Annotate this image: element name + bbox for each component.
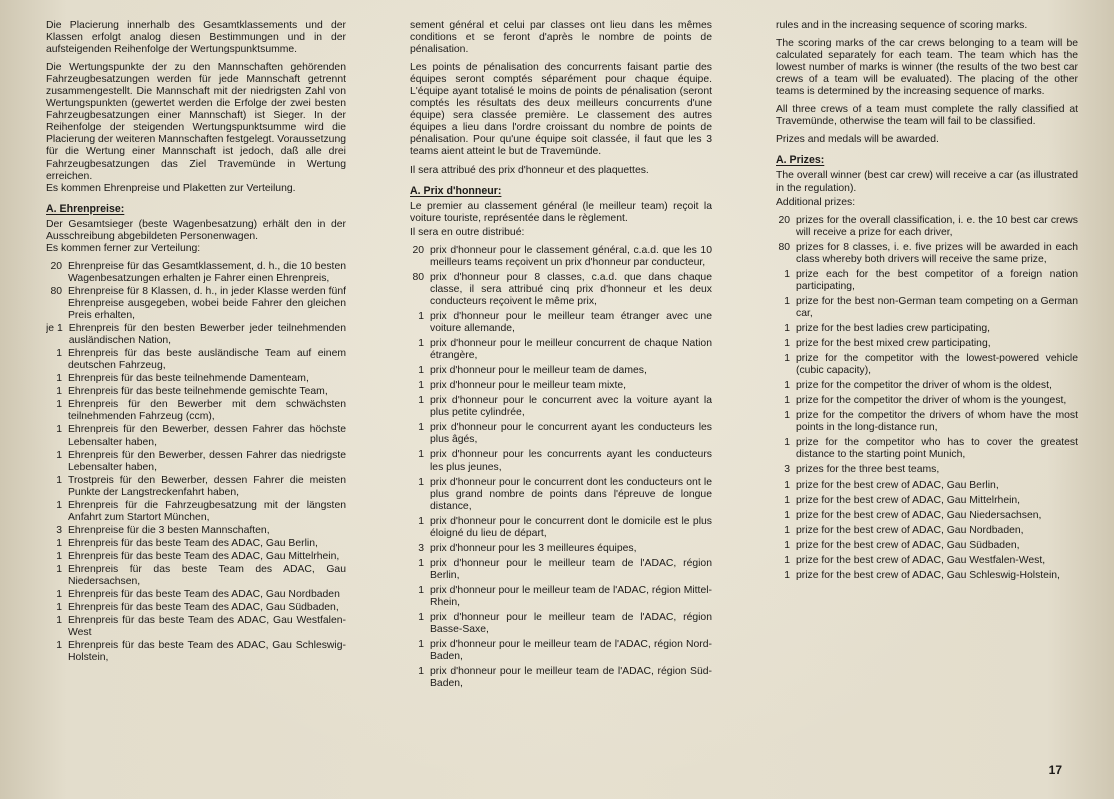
item-count: 3 (418, 542, 424, 554)
section-heading: A. Prix d'honneur: (410, 184, 502, 197)
item-count: 1 (784, 509, 790, 521)
list-item (46, 538, 346, 550)
item-text: Ehrenpreis für das beste ausländische Team auf einem deutschen Fahrzeug, (68, 348, 346, 372)
item-text: prix d'honneur pour le meilleur team de l'ADAC, région Berlin, (430, 557, 712, 581)
item-text: prize for the best crew of ADAC, Gau Berlin, (796, 479, 999, 491)
item-text: prix d'honneur pour les 3 meilleures équipes, (430, 542, 637, 554)
list-item (46, 399, 346, 423)
item-text: prix d'honneur pour le meilleur team de l'ADAC, région Mittel-Rhein, (430, 584, 712, 608)
list-item (776, 464, 1078, 476)
item-count: 20 (778, 214, 790, 226)
item-text: prize for the best ladies crew participating, (796, 322, 991, 334)
item-text: prize each for the best competitor of a foreign nation participating, (796, 268, 1078, 292)
list-item (46, 564, 346, 588)
list-item (46, 475, 346, 499)
column-english (776, 20, 1078, 759)
item-text: prizes for the three best teams, (796, 464, 940, 476)
item-text: Ehrenpreis für den Bewerber, dessen Fahrer das höchste Lebensalter haben, (68, 424, 346, 448)
list-item (410, 639, 712, 663)
list-item (776, 540, 1078, 552)
list-item (46, 386, 346, 398)
list-item (46, 589, 346, 601)
list-item (776, 242, 1078, 266)
list-item (776, 380, 1078, 392)
list-item (410, 272, 712, 308)
item-text: Ehrenpreise für 8 Klassen, d. h., in jeder Klasse werden fünf Ehrenpreise ausgegeben, wobei beide Fahrer den gleichen Preis erhalten, (68, 285, 346, 322)
item-count: 1 (56, 615, 62, 627)
item-text: Ehrenpreis für den Bewerber mit dem schwächsten teilnehmenden Fahrzeug (ccm), (68, 399, 346, 423)
list-item (776, 215, 1078, 239)
item-count: 3 (784, 464, 790, 476)
item-count: 1 (784, 479, 790, 491)
item-text: prize for the best crew of ADAC, Gau Westfalen-West, (796, 554, 1046, 566)
item-text: prizes for the overall classification, i. e. the 10 best car crews will receive a prize for each driver, (796, 214, 1078, 238)
item-count: 1 (56, 640, 62, 652)
item-count: 1 (56, 348, 62, 360)
list-item (410, 585, 712, 609)
list-item (410, 338, 712, 362)
list-item (776, 525, 1078, 537)
list-item (410, 612, 712, 636)
item-count: 1 (784, 539, 790, 551)
list-item (410, 311, 712, 335)
paragraph: The scoring marks of the car crews belonging to a team will be calculated separately for each team. The team which has the lowest number of marks is winner (the results of the two best car crews of a team will be evaluated). The placing of the other teams is determined by the increasing sequence of marks. (776, 38, 1078, 98)
paragraph: Die Wertungspunkte der zu den Mannschaften gehörenden Fahrzeugbesatzungen werden für jede Mannschaft getrennt zusammengestellt. Die Mannschaft mit der niedrigsten Zahl von Wertungspunkten (gewertet werden die Erfolge der zwei besten Fahrzeugbesatzungen einer Mannschaft) ist Sieger. In der Reihenfolge der steigenden Wertungspunktsumme wird die Placierung der weiteren Mannschaften festgelegt. Voraussetzung für die Wertung einer Mannschaft ist jedoch, daß alle drei Fahrzeugbesatzungen das Ziel Travemünde in Wertung erreichen. (46, 62, 346, 182)
paragraph: The overall winner (best car crew) will receive a car (as illustrated in the regulation). (776, 170, 1078, 194)
list-item (776, 510, 1078, 522)
item-count: 1 (56, 589, 62, 601)
item-count: 1 (784, 494, 790, 506)
list-item (776, 269, 1078, 293)
item-count: 1 (56, 399, 62, 411)
item-text: prize for the best crew of ADAC, Gau Schleswig-Holstein, (796, 569, 1060, 581)
item-count: 80 (50, 285, 62, 297)
item-count: 1 (56, 474, 62, 486)
item-text: prix d'honneur pour le meilleur team de l'ADAC, région Nord-Baden, (430, 639, 712, 663)
list-item (46, 348, 346, 372)
paragraph: rules and in the increasing sequence of scoring marks. (776, 20, 1028, 31)
list-item (776, 495, 1078, 507)
item-count: 1 (418, 365, 424, 377)
item-text: Ehrenpreis für das beste Team des ADAC, Gau Niedersachsen, (68, 563, 346, 588)
list-item (46, 323, 346, 347)
item-text: Ehrenpreis für das beste Team des ADAC, Gau Mittelrhein, (68, 550, 340, 562)
item-count: 1 (418, 422, 424, 434)
item-count: 1 (784, 380, 790, 392)
paragraph: Il sera attribué des prix d'honneur et des plaquettes. (410, 164, 649, 176)
item-text: prix d'honneur pour le concurrent ayant les conducteurs les plus âgés, (430, 422, 712, 446)
list-item (410, 422, 712, 446)
list-item (776, 338, 1078, 350)
list-item (46, 640, 346, 664)
item-text: prix d'honneur pour le meilleur concurrent de chaque Nation étrangère, (430, 338, 712, 362)
list-item (410, 666, 712, 690)
page-number: 17 (1048, 763, 1062, 777)
item-count: 1 (784, 437, 790, 449)
item-count: 1 (784, 338, 790, 350)
list-item (410, 380, 712, 392)
item-text: prize for the best crew of ADAC, Gau Mittelrhein, (796, 494, 1021, 506)
item-count: 1 (56, 386, 62, 398)
item-text: prix d'honneur pour le concurrent avec la voiture ayant la plus petite cylindrée, (430, 395, 712, 419)
item-text: prix d'honneur pour le meilleur team étranger avec une voiture allemande, (430, 310, 712, 335)
list-item (776, 555, 1078, 567)
item-count: 1 (418, 449, 424, 461)
item-count: 1 (784, 322, 790, 334)
list-item (46, 602, 346, 614)
column-french (410, 20, 712, 759)
item-count: 1 (418, 639, 424, 651)
paragraph: All three crews of a team must complete the rally classified at Travemünde, otherwise the team will fail to be classified. (776, 104, 1078, 128)
item-count: 1 (418, 515, 424, 527)
list-item (410, 558, 712, 582)
list-item (410, 477, 712, 513)
item-text: prize for the competitor the driver of whom is the youngest, (796, 395, 1067, 407)
section-heading: A. Prizes: (776, 154, 825, 167)
item-count: 1 (784, 268, 790, 280)
item-count: 1 (784, 524, 790, 536)
item-text: prize for the best crew of ADAC, Gau Niedersachsen, (796, 509, 1042, 521)
item-text: prize for the best mixed crew participating, (796, 338, 991, 350)
item-count: 1 (418, 557, 424, 569)
paragraph: Le premier au classement général (le meilleur team) reçoit la voiture touriste, représentée dans le règlement. (410, 200, 712, 224)
list-item (776, 570, 1078, 582)
item-text: prize for the best non-German team competing on a German car, (796, 295, 1078, 319)
item-count: 1 (56, 499, 62, 511)
item-text: prize for the competitor the drivers of whom have the most points in the long-distance run, (796, 410, 1078, 434)
list-item (46, 286, 346, 322)
item-text: Ehrenpreis für das beste Team des ADAC, Gau Südbaden, (68, 602, 339, 614)
item-count: 1 (418, 310, 424, 322)
list-item (410, 395, 712, 419)
item-text: prix d'honneur pour les concurrents ayant les conducteurs les plus jeunes, (430, 449, 712, 473)
list-item (776, 323, 1078, 335)
list-item (46, 373, 346, 385)
item-text: Ehrenpreis für das beste Team des ADAC, Gau Schleswig-Holstein, (68, 640, 346, 664)
item-count: 80 (412, 271, 424, 283)
list-item (410, 516, 712, 540)
item-text: Ehrenpreis für das beste Team des ADAC, Gau Berlin, (68, 537, 318, 549)
item-count: 1 (784, 395, 790, 407)
list-item (776, 410, 1078, 434)
item-text: Ehrenpreis für den besten Bewerber jeder teilnehmenden ausländischen Nation, (68, 323, 346, 347)
list-item (410, 449, 712, 473)
item-count: 1 (784, 554, 790, 566)
item-count: 1 (418, 612, 424, 624)
item-text: Ehrenpreis für die Fahrzeugbesatzung mit der längsten Anfahrt zum Startort München, (68, 499, 346, 523)
item-text: prize for the best crew of ADAC, Gau Nordbaden, (796, 524, 1024, 536)
prize-list (46, 261, 346, 665)
item-text: prix d'honneur pour le meilleur team de l'ADAC, région Basse-Saxe, (430, 612, 712, 636)
item-count: 1 (56, 449, 62, 461)
item-count: 3 (56, 524, 62, 536)
list-item (410, 365, 712, 377)
list-item (46, 261, 346, 285)
list-item (46, 450, 346, 474)
item-text: prix d'honneur pour le meilleur team de l'ADAC, région Süd-Baden, (430, 666, 712, 690)
paragraph: Les points de pénalisation des concurrents faisant partie des équipes seront comptés séparément pour chaque équipe. L'équipe ayant totalisé le moins de points de pénalisation (seront comptés les résultats des deux meilleurs concurrents d'une équipe) sera classée première. Le classement des autres équipes a lieu dans l'ordre croissant du nombre de points de pénalisation. Pour qu'une équipe soit classée, il faut que les 3 teams aient atteint le but de Travemünde. (410, 62, 712, 158)
list-item (46, 500, 346, 524)
item-text: prix d'honneur pour le meilleur team de dames, (430, 365, 647, 377)
item-count: 1 (784, 295, 790, 307)
item-count: 1 (784, 569, 790, 581)
item-count: 1 (418, 380, 424, 392)
paragraph: Additional prizes: (776, 196, 856, 208)
item-count: 1 (418, 476, 424, 488)
item-text: Ehrenpreise für das Gesamtklassement, d. h., die 10 besten Wagenbesatzungen erhalten je Fahrer einen Ehrenpreis, (68, 260, 346, 284)
paragraph: Es kommen Ehrenpreise und Plaketten zur Verteilung. (46, 182, 296, 194)
item-count: 20 (412, 244, 424, 256)
item-text: Ehrenpreise für die 3 besten Mannschaften, (68, 524, 270, 536)
item-count: 1 (56, 373, 62, 385)
item-count: 20 (50, 260, 62, 272)
section-heading: A. Ehrenpreise: (46, 202, 125, 215)
item-count: 1 (418, 338, 424, 350)
list-item (46, 424, 346, 448)
paragraph: Es kommen ferner zur Verteilung: (46, 242, 201, 254)
item-text: prize for the competitor the driver of whom is the oldest, (796, 380, 1052, 392)
item-count: 1 (56, 424, 62, 436)
item-text: prix d'honneur pour le concurrent dont le domicile est le plus éloigné du lieu de départ, (430, 515, 712, 539)
item-count: 1 (784, 353, 790, 365)
item-text: Ehrenpreis für das beste teilnehmende Damenteam, (68, 373, 309, 385)
paragraph: Prizes and medals will be awarded. (776, 134, 939, 146)
list-item (46, 525, 346, 537)
column-german (46, 20, 346, 759)
list-item (776, 296, 1078, 320)
paragraph: sement général et celui par classes ont lieu dans les mêmes conditions et se feront d'après le nombre de points de pénalisation. (410, 20, 712, 56)
item-text: Ehrenpreis für das beste Team des ADAC, Gau Westfalen-West (68, 615, 346, 639)
item-text: prix d'honneur pour le meilleur team mixte, (430, 380, 627, 392)
list-item (410, 543, 712, 555)
item-count: 1 (418, 584, 424, 596)
prize-list (776, 215, 1078, 582)
item-text: prizes for 8 classes, i. e. five prizes will be awarded in each class whereby both drivers will receive the same prize, (796, 241, 1078, 265)
item-text: Ehrenpreis für das beste teilnehmende gemischte Team, (68, 386, 328, 398)
item-text: prize for the competitor with the lowest-powered vehicle (cubic capacity), (796, 353, 1078, 377)
item-count: 1 (418, 666, 424, 678)
list-item (46, 551, 346, 563)
item-text: prix d'honneur pour 8 classes, c.a.d. que dans chaque classe, il sera attribué cinq prix d'honneur et les deux conducteurs reçoivent le même prix, (430, 271, 712, 307)
paragraph: Il sera en outre distribué: (410, 226, 525, 238)
item-text: prize for the best crew of ADAC, Gau Südbaden, (796, 539, 1020, 551)
item-count: 1 (56, 602, 62, 614)
item-text: prix d'honneur pour le classement général, c.a.d. que les 10 meilleurs teams reçoivent un prix d'honneur par conducteur, (430, 244, 712, 268)
list-item (776, 480, 1078, 492)
list-item (46, 615, 346, 639)
item-count: 1 (56, 537, 62, 549)
paragraph: Der Gesamtsieger (beste Wagenbesatzung) erhält den in der Ausschreibung abgebildeten Personenwagen. (46, 218, 346, 242)
list-item (776, 437, 1078, 461)
paragraph: Die Placierung innerhalb des Gesamtklassements und der Klassen erfolgt analog diesen Bestimmungen und in der aufsteigenden Reihenfolge der Wertungspunktsumme. (46, 20, 346, 56)
list-item (410, 245, 712, 269)
list-item (776, 353, 1078, 377)
item-count: 1 (418, 395, 424, 407)
item-count: 80 (778, 241, 790, 253)
prize-list (410, 245, 712, 691)
item-text: Ehrenpreis für den Bewerber, dessen Fahrer das niedrigste Lebensalter haben, (68, 449, 346, 473)
item-count: je 1 (46, 323, 63, 335)
item-count: 1 (784, 410, 790, 422)
item-text: Ehrenpreis für das beste Team des ADAC, Gau Nordbaden (68, 589, 340, 601)
item-count: 1 (56, 563, 62, 575)
item-text: prix d'honneur pour le concurrent dont les conducteurs ont le plus grand nombre de points dans l'épreuve de longue distance, (430, 476, 712, 512)
item-count: 1 (56, 550, 62, 562)
item-text: prize for the competitor who has to cover the greatest distance to the starting point Munich, (796, 437, 1078, 461)
item-text: Trostpreis für den Bewerber, dessen Fahrer die meisten Punkte der Langstreckenfahrt haben, (68, 474, 346, 498)
list-item (776, 395, 1078, 407)
